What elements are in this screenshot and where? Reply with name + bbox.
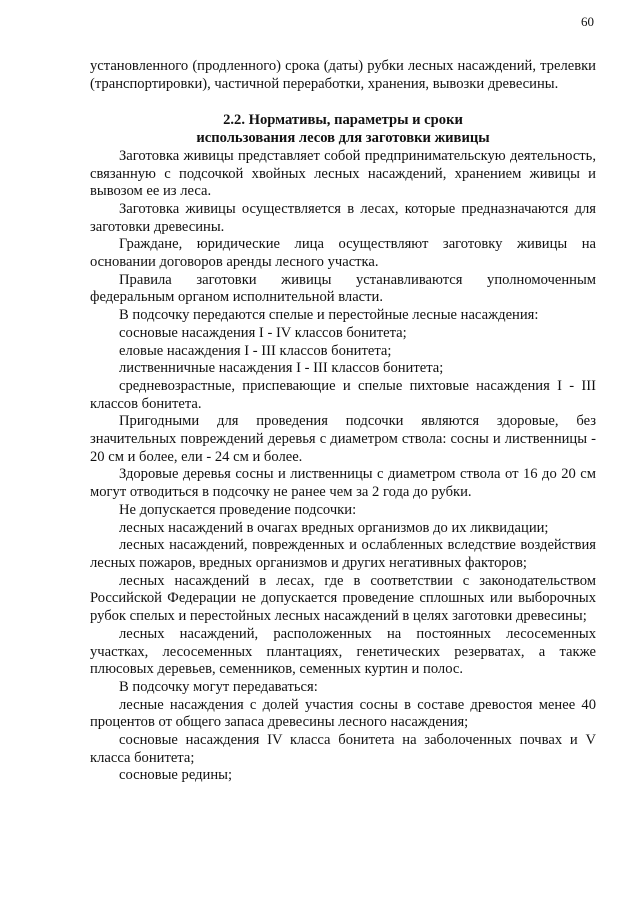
paragraph: Заготовка живицы представляет собой предпринимательскую деятельность, связанную с подсочкой хвойных лесных насаждений, хранением живицы и вывозом ее из леса. <box>90 147 596 200</box>
list-item: сосновые насаждения I - IV классов бонитета; <box>119 324 407 341</box>
list-item: лесных насаждений в очагах вредных организмов до их ликвидации; <box>119 519 549 536</box>
list-item: лесных насаждений, расположенных на постоянных лесосеменных участках, лесосеменных плантациях, генетических резерватах, а также плюсовых деревьев, семенников, семенных куртин и полос. <box>90 625 596 678</box>
paragraph: Граждане, юридические лица осуществляют заготовку живицы на основании договоров аренды лесного участка. <box>90 236 596 271</box>
list-item: лиственничные насаждения I - III классов бонитета; <box>119 360 444 377</box>
paragraph: В подсочку передаются спелые и перестойные лесные насаждения: <box>119 307 539 324</box>
document-body <box>90 58 596 785</box>
list-item: лесные насаждения с долей участия сосны в составе древостоя менее 40 процентов от общего запаса древесины лесного насаждения; <box>90 696 596 731</box>
paragraph: Пригодными для проведения подсочки являются здоровые, без значительных повреждений деревья с диаметром ствола: сосны и лиственницы - 20 см и более, ели - 24 см и более. <box>90 413 596 465</box>
section-heading <box>90 112 596 147</box>
paragraph: Не допускается проведение подсочки: <box>119 501 357 518</box>
paragraph: Правила заготовки живицы устанавливаются уполномоченным федеральным органом исполнительной власти. <box>90 271 596 306</box>
paragraph: Здоровые деревья сосны и лиственницы с диаметром ствола от 16 до 20 см могут отводиться в подсочку не ранее чем за 2 года до рубки. <box>90 466 596 501</box>
list-item: лесных насаждений в лесах, где в соответствии с законодательством Российской Федерации не допускается проведение сплошных или выборочных рубок спелых и перестойных лесных насаждений в целях заготовки древесины; <box>90 572 596 625</box>
paragraph: Заготовка живицы осуществляется в лесах, которые предназначаются для заготовки древесины. <box>90 200 596 235</box>
list-item: средневозрастные, приспевающие и спелые пихтовые насаждения I - III классов бонитета. <box>90 377 596 412</box>
paragraph: В подсочку могут передаваться: <box>119 678 318 695</box>
list-item: еловые насаждения I - III классов бонитета; <box>119 342 392 359</box>
list-item: лесных насаждений, поврежденных и ослабленных вследствие воздействия лесных пожаров, вредных организмов и других негативных факторов; <box>90 537 596 571</box>
section-heading-line-2: использования лесов для заготовки живицы <box>196 130 490 147</box>
list-item: сосновые редины; <box>119 767 233 784</box>
intro-paragraph: установленного (продленного) срока (даты) рубки лесных насаждений, трелевки (транспортировки), частичной переработки, хранения, вывозки древесины. <box>90 58 596 92</box>
page-number: 60 <box>581 14 594 29</box>
list-item: сосновые насаждения IV класса бонитета на заболоченных почвах и V класса бонитета; <box>90 732 596 766</box>
section-heading-line-1: 2.2. Нормативы, параметры и сроки <box>223 112 463 129</box>
